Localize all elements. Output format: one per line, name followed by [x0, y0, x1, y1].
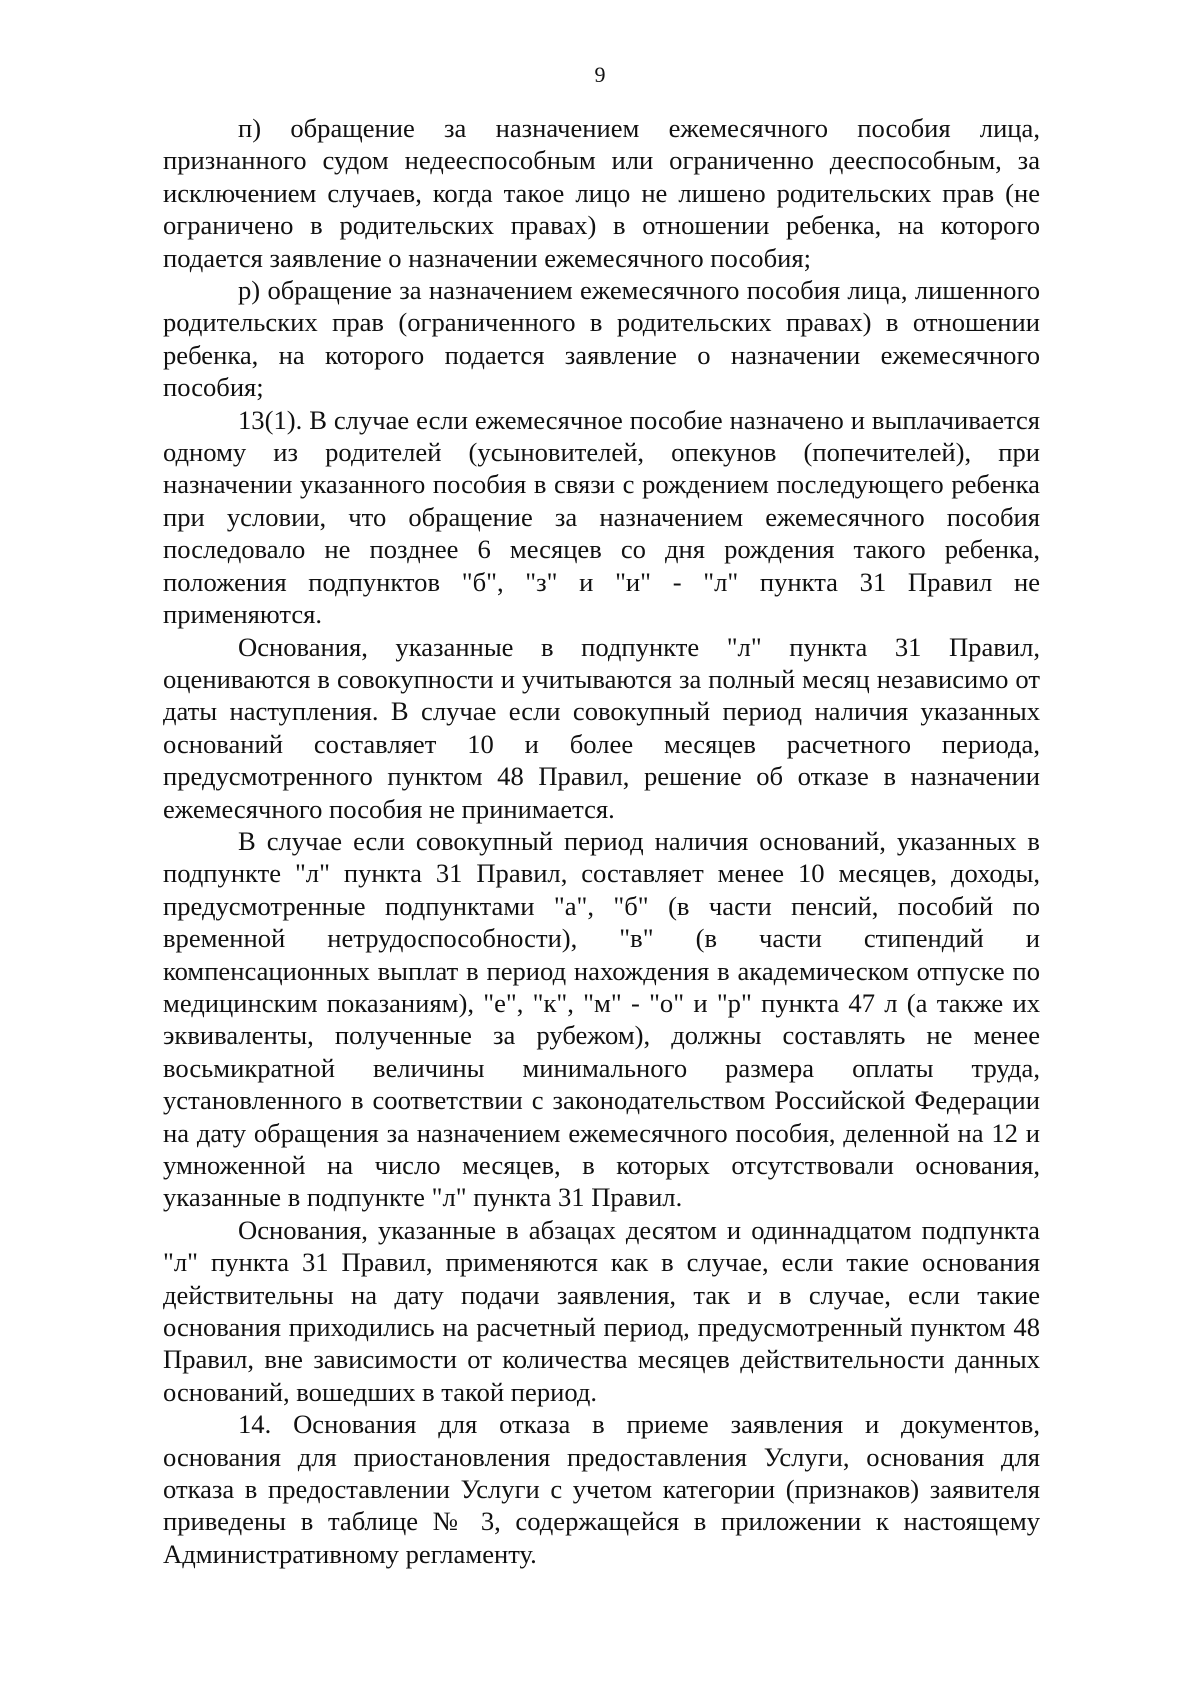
document-body	[163, 112, 1040, 1570]
paragraph-13-1: 13(1). В случае если ежемесячное пособие назначено и выплачивается одному из родителей (усыновителей, опекунов (попечителей), при назначении указанного пособия в связи с рождением последующего ребенка при условии, что обращение за назначением ежемесячного пособия последовало не позднее 6 месяцев со дня рождения такого ребенка, положения подпунктов "б", "з" и "и" - "л" пункта 31 Правил не применяются.	[163, 404, 1040, 630]
paragraph-less-than-10-months: В случае если совокупный период наличия оснований, указанных в подпункте "л" пункта 31 Правил, составляет менее 10 месяцев, доходы, предусмотренные подпунктами "а", "б" (в части пенсий, пособий по временной нетрудоспособности), "в" (в части стипендий и компенсационных выплат в период нахождения в академическом отпуске по медицинским показаниям), "е", "к", "м" - "о" и "р" пункта 47 л (а также их эквиваленты, полученные за рубежом), должны составлять не менее восьмикратной величины минимального размера оплаты труда, установленного в соответствии с законодательством Российской Федерации на дату обращения за назначением ежемесячного пособия, деленной на 12 и умноженной на число месяцев, в которых отсутствовали основания, указанные в подпункте "л" пункта 31 Правил.	[163, 825, 1040, 1213]
paragraph-subitem-r: р) обращение за назначением ежемесячного пособия лица, лишенного родительских прав (ограниченного в родительских правах) в отношении ребенка, на которого подается заявление о назначении ежемесячного пособия;	[163, 275, 1040, 403]
paragraph-subitem-p: п) обращение за назначением ежемесячного пособия лица, признанного судом недееспособным или ограниченно дееспособным, за исключением случаев, когда такое лицо не лишено родительских прав (не ограничено в родительских правах) в отношении ребенка, на которого подается заявление о назначении ежемесячного пособия;	[163, 113, 1040, 273]
page-number: 9	[594, 62, 606, 87]
paragraph-14: 14. Основания для отказа в приеме заявления и документов, основания для приостановления предоставления Услуги, основания для отказа в предоставлении Услуги с учетом категории (признаков) заявителя приведены в таблице № 3, содержащейся в приложении к настоящему Административному регламенту.	[163, 1409, 1040, 1569]
paragraph-grounds-tenth-eleventh: Основания, указанные в абзацах десятом и одиннадцатом подпункта "л" пункта 31 Правил, применяются как в случае, если такие основания действительны на дату подачи заявления, так и в случае, если такие основания приходились на расчетный период, предусмотренный пунктом 48 Правил, вне зависимости от количества месяцев действительности данных оснований, вошедших в такой период.	[163, 1214, 1040, 1407]
paragraph-grounds-l: Основания, указанные в подпункте "л" пункта 31 Правил, оцениваются в совокупности и учитываются за полный месяц независимо от даты наступления. В случае если совокупный период наличия указанных оснований составляет 10 и более месяцев расчетного периода, предусмотренного пунктом 48 Правил, решение об отказе в назначении ежемесячного пособия не принимается.	[163, 631, 1040, 824]
